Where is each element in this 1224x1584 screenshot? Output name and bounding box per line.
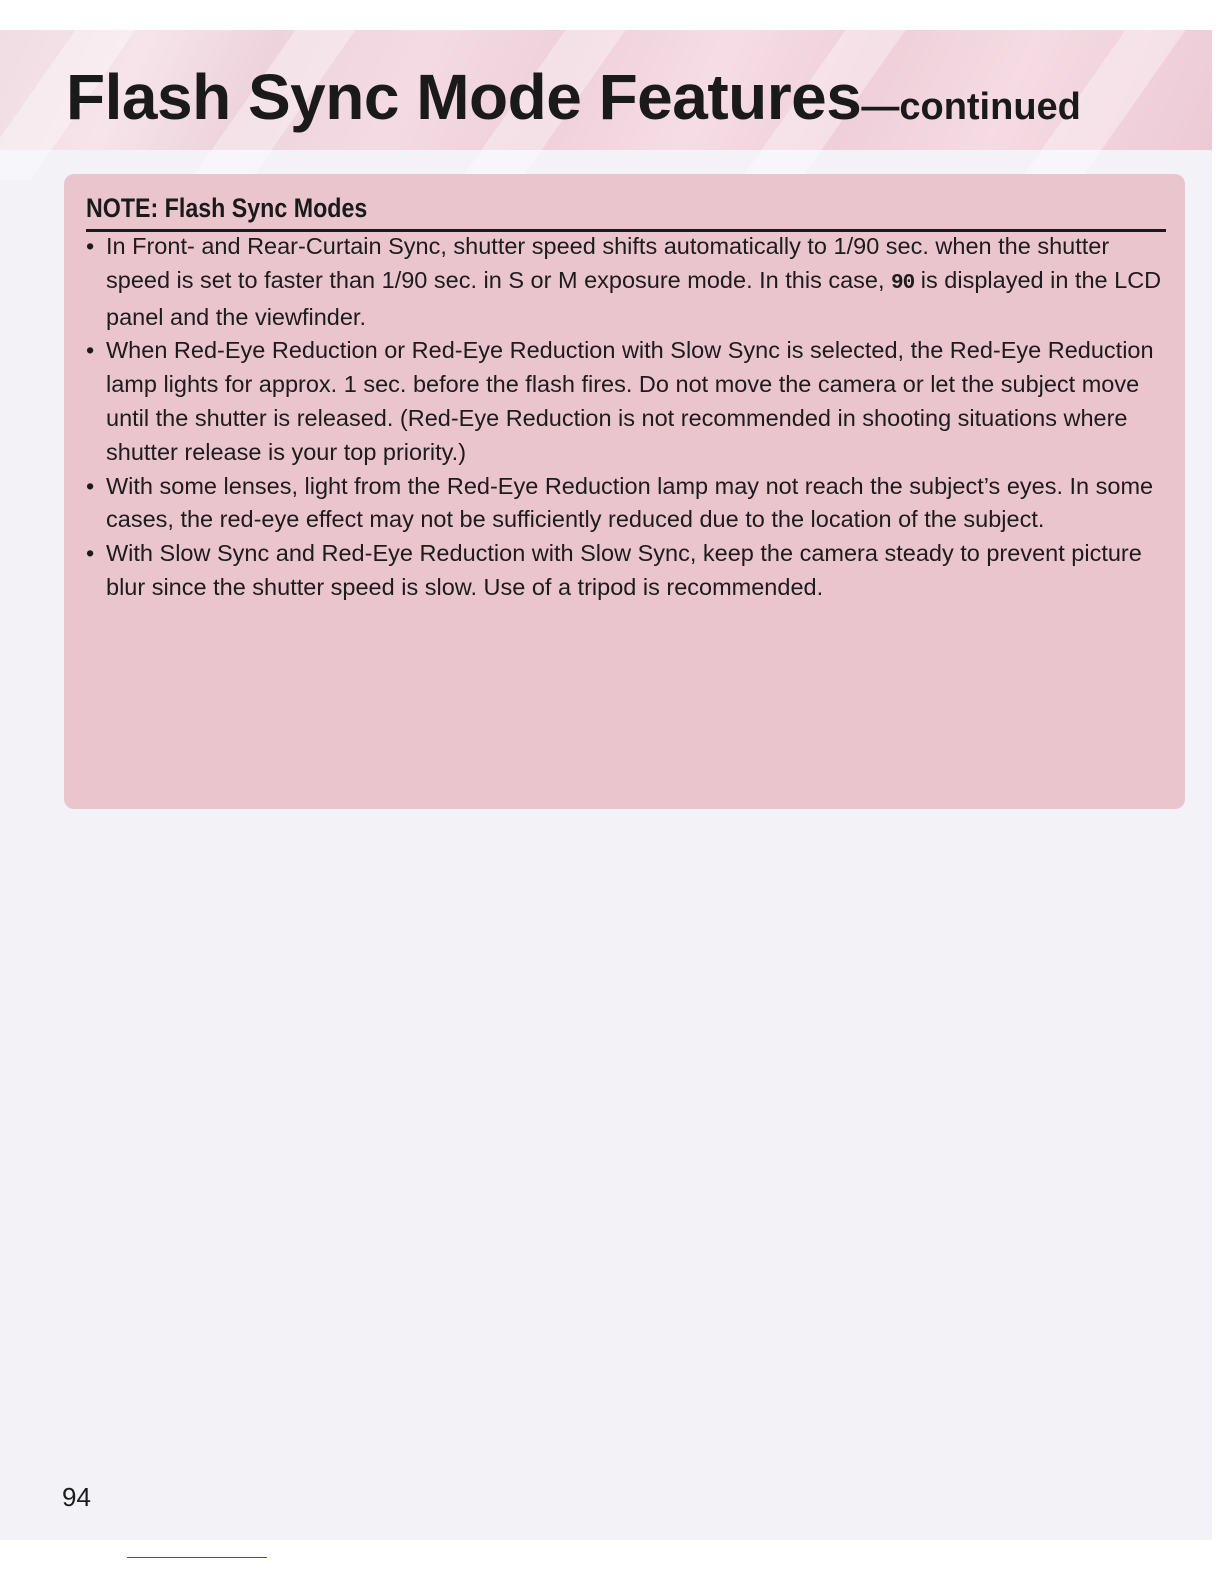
note-item-text: With some lenses, light from the Red-Eye Reduction lamp may not reach the subject’s eyes. In some cases, the red-eye effect may not be sufficiently reduced due to the location of the subject.	[106, 472, 1154, 533]
page-title-main: Flash Sync Mode Features	[66, 61, 862, 133]
note-item-text: is displayed in the LCD panel and the viewfinder.	[106, 266, 1162, 330]
note-item	[86, 334, 1166, 469]
link-underline	[127, 1557, 267, 1558]
bullet-icon: •	[86, 233, 95, 259]
note-item-text: In Front- and Rear-Curtain Sync, shutter speed shifts automatically to 1/90 sec. when the shutter speed is set to faster than 1/90 sec. in S or M exposure mode. In this case,	[106, 233, 1110, 293]
bullet-icon: •	[86, 472, 95, 499]
note-box	[64, 174, 1185, 809]
note-list	[86, 230, 1166, 605]
page-title	[66, 62, 1081, 142]
bullet-icon: •	[86, 337, 95, 364]
page-number: 94	[62, 1482, 91, 1512]
bullet-icon: •	[86, 540, 95, 567]
page-title-suffix: —continued	[861, 86, 1081, 128]
note-item	[86, 230, 1166, 334]
note-item-text: With Slow Sync and Red-Eye Reduction with Slow Sync, keep the camera steady to prevent picture blur since the shutter speed is slow. Use of a tripod is recommended.	[106, 540, 1142, 600]
lcd-display-icon: 90	[891, 271, 915, 295]
note-heading: NOTE: Flash Sync Modes	[86, 193, 368, 223]
note-item-text: When Red-Eye Reduction or Red-Eye Reduction with Slow Sync is selected, the Red-Eye Reduction lamp lights for approx. 1 sec. before the flash fires. Do not move the camera or let the subject move until the shutter is released. (Red-Eye Reduction is not recommended in shooting situations where shutter release is your top priority.)	[106, 337, 1154, 465]
manual-page	[0, 30, 1212, 1540]
note-item	[86, 470, 1166, 538]
note-item	[86, 537, 1166, 605]
